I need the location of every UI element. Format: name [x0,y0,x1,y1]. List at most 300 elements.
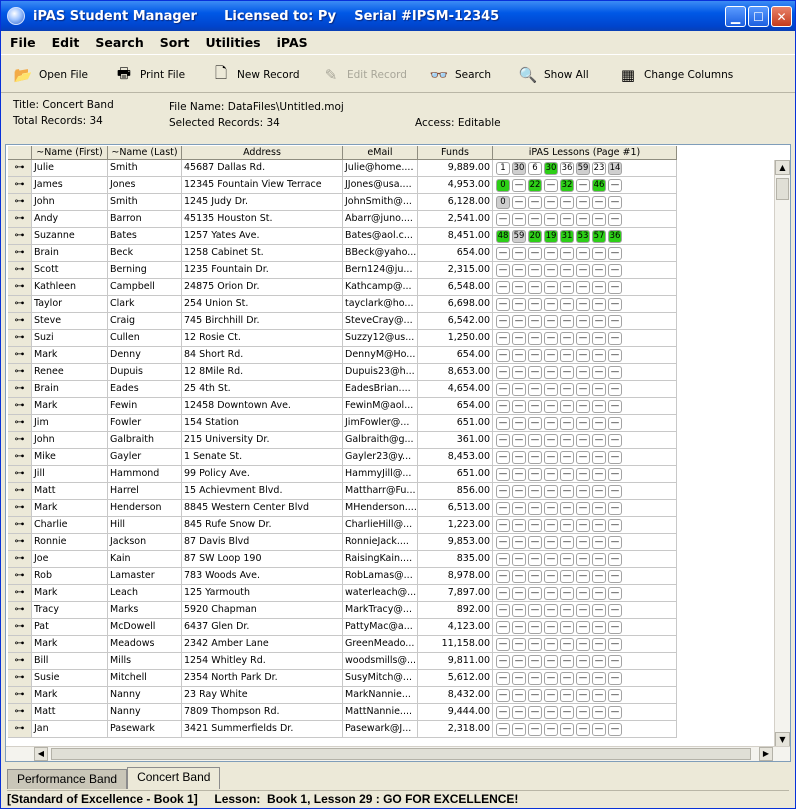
menu-edit[interactable]: Edit [51,34,80,50]
scroll-down-icon[interactable]: ▼ [775,732,790,747]
record-key-icon[interactable]: ⊶ [8,415,32,432]
cell-last-name[interactable]: Hill [108,517,182,534]
cell-first-name[interactable]: Mark [32,585,108,602]
cell-last-name[interactable]: Campbell [108,279,182,296]
cell-first-name[interactable]: John [32,194,108,211]
cell-address[interactable]: 99 Policy Ave. [182,466,343,483]
cell-email[interactable]: JohnSmith@... [343,194,418,211]
record-key-icon[interactable]: ⊶ [8,245,32,262]
table-row[interactable] [8,364,677,381]
cell-lessons[interactable] [493,228,677,245]
cell-last-name[interactable]: Nanny [108,704,182,721]
cell-address[interactable]: 7809 Thompson Rd. [182,704,343,721]
record-key-icon[interactable]: ⊶ [8,160,32,177]
cell-address[interactable]: 12345 Fountain View Terrace [182,177,343,194]
cell-funds[interactable]: 1,223.00 [418,517,493,534]
cell-last-name[interactable]: Marks [108,602,182,619]
header-funds[interactable]: Funds [418,146,493,160]
cell-address[interactable]: 12 8Mile Rd. [182,364,343,381]
cell-funds[interactable]: 892.00 [418,602,493,619]
menu-search[interactable]: Search [95,34,144,50]
cell-last-name[interactable]: Galbraith [108,432,182,449]
cell-first-name[interactable]: John [32,432,108,449]
cell-funds[interactable]: 5,612.00 [418,670,493,687]
cell-funds[interactable]: 9,444.00 [418,704,493,721]
cell-address[interactable]: 215 University Dr. [182,432,343,449]
cell-lessons[interactable] [493,568,677,585]
menu-file[interactable]: File [10,34,36,50]
cell-address[interactable]: 1257 Yates Ave. [182,228,343,245]
cell-first-name[interactable]: Renee [32,364,108,381]
scroll-thumb[interactable] [776,178,789,200]
cell-lessons[interactable] [493,551,677,568]
cell-funds[interactable]: 4,654.00 [418,381,493,398]
cell-email[interactable]: Abarr@juno.... [343,211,418,228]
table-row[interactable] [8,432,677,449]
cell-lessons[interactable] [493,330,677,347]
cell-address[interactable]: 87 SW Loop 190 [182,551,343,568]
cell-first-name[interactable]: Tracy [32,602,108,619]
table-row[interactable] [8,551,677,568]
cell-address[interactable]: 2342 Amber Lane [182,636,343,653]
cell-email[interactable]: Bates@aol.c... [343,228,418,245]
cell-funds[interactable]: 8,453.00 [418,449,493,466]
cell-funds[interactable]: 1,250.00 [418,330,493,347]
cell-last-name[interactable]: Nanny [108,687,182,704]
cell-address[interactable]: 745 Birchhill Dr. [182,313,343,330]
cell-lessons[interactable] [493,704,677,721]
cell-email[interactable]: RaisingKain.... [343,551,418,568]
cell-lessons[interactable] [493,177,677,194]
cell-lessons[interactable] [493,160,677,177]
cell-email[interactable]: FewinM@aol... [343,398,418,415]
record-key-icon[interactable]: ⊶ [8,551,32,568]
table-row[interactable] [8,194,677,211]
cell-first-name[interactable]: Steve [32,313,108,330]
record-key-icon[interactable]: ⊶ [8,517,32,534]
cell-first-name[interactable]: Ronnie [32,534,108,551]
cell-address[interactable]: 24875 Orion Dr. [182,279,343,296]
cell-lessons[interactable] [493,636,677,653]
cell-first-name[interactable]: Susie [32,670,108,687]
cell-funds[interactable]: 7,897.00 [418,585,493,602]
cell-lessons[interactable] [493,347,677,364]
tab-concert-band[interactable]: Concert Band [127,767,220,789]
table-row[interactable] [8,347,677,364]
cell-last-name[interactable]: Jackson [108,534,182,551]
cell-address[interactable]: 87 Davis Blvd [182,534,343,551]
cell-first-name[interactable]: Pat [32,619,108,636]
cell-email[interactable]: BBeck@yaho... [343,245,418,262]
table-row[interactable] [8,177,677,194]
cell-address[interactable]: 2354 North Park Dr. [182,670,343,687]
cell-funds[interactable]: 9,853.00 [418,534,493,551]
cell-address[interactable]: 1254 Whitley Rd. [182,653,343,670]
cell-last-name[interactable]: Craig [108,313,182,330]
cell-funds[interactable]: 9,811.00 [418,653,493,670]
print-file-button[interactable] [114,63,185,87]
record-key-icon[interactable]: ⊶ [8,211,32,228]
cell-lessons[interactable] [493,296,677,313]
record-key-icon[interactable]: ⊶ [8,585,32,602]
scroll-left-icon[interactable]: ◀ [34,747,48,761]
tab-performance-band[interactable]: Performance Band [7,769,127,789]
record-key-icon[interactable]: ⊶ [8,330,32,347]
header-last-name[interactable]: ~Name (Last) [108,146,182,160]
cell-address[interactable]: 1245 Judy Dr. [182,194,343,211]
table-row[interactable] [8,245,677,262]
table-row[interactable] [8,585,677,602]
cell-last-name[interactable]: Meadows [108,636,182,653]
cell-last-name[interactable]: Smith [108,160,182,177]
table-row[interactable] [8,279,677,296]
cell-lessons[interactable] [493,670,677,687]
vertical-scrollbar[interactable] [774,160,790,747]
cell-first-name[interactable]: Jan [32,721,108,738]
cell-lessons[interactable] [493,653,677,670]
cell-lessons[interactable] [493,211,677,228]
cell-email[interactable]: RonnieJack.... [343,534,418,551]
cell-lessons[interactable] [493,483,677,500]
table-row[interactable] [8,211,677,228]
table-row[interactable] [8,500,677,517]
cell-first-name[interactable]: Charlie [32,517,108,534]
cell-first-name[interactable]: Julie [32,160,108,177]
cell-first-name[interactable]: Scott [32,262,108,279]
new-record-button[interactable] [211,63,300,87]
cell-email[interactable]: HammyJill@... [343,466,418,483]
cell-funds[interactable]: 6,548.00 [418,279,493,296]
table-row[interactable] [8,228,677,245]
record-key-icon[interactable]: ⊶ [8,636,32,653]
cell-last-name[interactable]: Fowler [108,415,182,432]
record-key-icon[interactable]: ⊶ [8,347,32,364]
cell-first-name[interactable]: Mark [32,687,108,704]
cell-last-name[interactable]: Beck [108,245,182,262]
cell-lessons[interactable] [493,313,677,330]
cell-lessons[interactable] [493,619,677,636]
cell-last-name[interactable]: Barron [108,211,182,228]
cell-email[interactable]: Bern124@ju... [343,262,418,279]
cell-address[interactable]: 6437 Glen Dr. [182,619,343,636]
cell-first-name[interactable]: Mark [32,398,108,415]
cell-email[interactable]: waterleach@... [343,585,418,602]
cell-lessons[interactable] [493,500,677,517]
show-all-button[interactable] [518,63,589,87]
cell-last-name[interactable]: McDowell [108,619,182,636]
table-row[interactable] [8,381,677,398]
table-row[interactable] [8,704,677,721]
cell-funds[interactable]: 651.00 [418,466,493,483]
cell-email[interactable]: JJones@usa.... [343,177,418,194]
cell-last-name[interactable]: Harrel [108,483,182,500]
cell-first-name[interactable]: Suzi [32,330,108,347]
record-key-icon[interactable]: ⊶ [8,568,32,585]
record-key-icon[interactable]: ⊶ [8,500,32,517]
cell-email[interactable]: Suzzy12@us... [343,330,418,347]
cell-funds[interactable]: 2,315.00 [418,262,493,279]
cell-funds[interactable]: 9,889.00 [418,160,493,177]
cell-lessons[interactable] [493,602,677,619]
table-row[interactable] [8,534,677,551]
table-row[interactable] [8,296,677,313]
cell-address[interactable]: 125 Yarmouth [182,585,343,602]
table-row[interactable] [8,721,677,738]
cell-first-name[interactable]: Mark [32,636,108,653]
cell-lessons[interactable] [493,687,677,704]
cell-last-name[interactable]: Clark [108,296,182,313]
cell-address[interactable]: 5920 Chapman [182,602,343,619]
cell-last-name[interactable]: Smith [108,194,182,211]
cell-address[interactable]: 1258 Cabinet St. [182,245,343,262]
table-row[interactable] [8,398,677,415]
cell-last-name[interactable]: Henderson [108,500,182,517]
cell-email[interactable]: SusyMitch@... [343,670,418,687]
record-key-icon[interactable]: ⊶ [8,398,32,415]
record-key-icon[interactable]: ⊶ [8,194,32,211]
scroll-right-icon[interactable]: ▶ [759,747,773,761]
cell-address[interactable]: 8845 Western Center Blvd [182,500,343,517]
cell-funds[interactable]: 835.00 [418,551,493,568]
header-first-name[interactable]: ~Name (First) [32,146,108,160]
cell-last-name[interactable]: Berning [108,262,182,279]
cell-address[interactable]: 3421 Summerfields Dr. [182,721,343,738]
cell-email[interactable]: Dupuis23@h... [343,364,418,381]
cell-email[interactable]: PattyMac@a... [343,619,418,636]
menu-ipas[interactable]: iPAS [276,34,308,50]
cell-first-name[interactable]: Matt [32,483,108,500]
cell-last-name[interactable]: Hammond [108,466,182,483]
cell-email[interactable]: Galbraith@g... [343,432,418,449]
maximize-button[interactable] [748,6,769,27]
cell-funds[interactable]: 6,128.00 [418,194,493,211]
cell-last-name[interactable]: Pasewark [108,721,182,738]
cell-email[interactable]: Mattharr@Fu... [343,483,418,500]
cell-lessons[interactable] [493,585,677,602]
cell-email[interactable]: MarkTracy@... [343,602,418,619]
table-row[interactable] [8,619,677,636]
table-row[interactable] [8,466,677,483]
cell-email[interactable]: Gayler23@y... [343,449,418,466]
cell-lessons[interactable] [493,432,677,449]
close-button[interactable] [771,6,792,27]
cell-funds[interactable]: 651.00 [418,415,493,432]
record-key-icon[interactable]: ⊶ [8,687,32,704]
cell-lessons[interactable] [493,721,677,738]
cell-first-name[interactable]: Andy [32,211,108,228]
cell-address[interactable]: 12 Rosie Ct. [182,330,343,347]
menu-sort[interactable]: Sort [159,34,190,50]
horizontal-scrollbar[interactable] [6,746,790,761]
record-key-icon[interactable]: ⊶ [8,432,32,449]
cell-lessons[interactable] [493,194,677,211]
cell-address[interactable]: 45687 Dallas Rd. [182,160,343,177]
cell-last-name[interactable]: Leach [108,585,182,602]
table-row[interactable] [8,670,677,687]
record-key-icon[interactable]: ⊶ [8,466,32,483]
cell-lessons[interactable] [493,517,677,534]
cell-first-name[interactable]: Jim [32,415,108,432]
hscroll-thumb[interactable] [51,748,751,760]
table-row[interactable] [8,313,677,330]
record-key-icon[interactable]: ⊶ [8,449,32,466]
table-row[interactable] [8,568,677,585]
cell-last-name[interactable]: Denny [108,347,182,364]
cell-first-name[interactable]: Matt [32,704,108,721]
cell-first-name[interactable]: Taylor [32,296,108,313]
cell-funds[interactable]: 654.00 [418,398,493,415]
cell-first-name[interactable]: Kathleen [32,279,108,296]
cell-funds[interactable]: 6,513.00 [418,500,493,517]
table-row[interactable] [8,517,677,534]
cell-first-name[interactable]: Mike [32,449,108,466]
cell-lessons[interactable] [493,364,677,381]
cell-last-name[interactable]: Lamaster [108,568,182,585]
cell-last-name[interactable]: Dupuis [108,364,182,381]
cell-address[interactable]: 45135 Houston St. [182,211,343,228]
record-key-icon[interactable]: ⊶ [8,534,32,551]
record-key-icon[interactable]: ⊶ [8,670,32,687]
table-row[interactable] [8,602,677,619]
table-row[interactable] [8,483,677,500]
cell-email[interactable]: MHenderson.... [343,500,418,517]
record-key-icon[interactable]: ⊶ [8,279,32,296]
cell-address[interactable]: 84 Short Rd. [182,347,343,364]
cell-last-name[interactable]: Fewin [108,398,182,415]
cell-email[interactable]: JimFowler@... [343,415,418,432]
record-key-icon[interactable]: ⊶ [8,228,32,245]
cell-address[interactable]: 23 Ray White [182,687,343,704]
title-bar[interactable] [1,1,795,31]
table-row[interactable] [8,636,677,653]
cell-address[interactable]: 783 Woods Ave. [182,568,343,585]
cell-last-name[interactable]: Eades [108,381,182,398]
header-email[interactable]: eMail [343,146,418,160]
table-row[interactable] [8,687,677,704]
cell-address[interactable]: 12458 Downtown Ave. [182,398,343,415]
cell-email[interactable]: Kathcamp@... [343,279,418,296]
cell-lessons[interactable] [493,398,677,415]
cell-funds[interactable]: 654.00 [418,347,493,364]
cell-email[interactable]: GreenMeado... [343,636,418,653]
cell-first-name[interactable]: Joe [32,551,108,568]
header-address[interactable]: Address [182,146,343,160]
edit-record-button[interactable] [321,63,407,87]
cell-first-name[interactable]: Bill [32,653,108,670]
cell-lessons[interactable] [493,466,677,483]
cell-address[interactable]: 845 Rufe Snow Dr. [182,517,343,534]
cell-lessons[interactable] [493,534,677,551]
record-key-icon[interactable]: ⊶ [8,721,32,738]
cell-first-name[interactable]: Mark [32,500,108,517]
record-key-icon[interactable]: ⊶ [8,602,32,619]
cell-first-name[interactable]: Mark [32,347,108,364]
cell-last-name[interactable]: Mitchell [108,670,182,687]
cell-funds[interactable]: 8,451.00 [418,228,493,245]
cell-last-name[interactable]: Cullen [108,330,182,347]
scroll-up-icon[interactable]: ▲ [775,160,790,175]
record-key-icon[interactable]: ⊶ [8,483,32,500]
cell-email[interactable]: Pasewark@J... [343,721,418,738]
table-row[interactable] [8,653,677,670]
cell-funds[interactable]: 856.00 [418,483,493,500]
cell-email[interactable]: RobLamas@... [343,568,418,585]
cell-lessons[interactable] [493,262,677,279]
cell-lessons[interactable] [493,381,677,398]
table-row[interactable] [8,449,677,466]
cell-first-name[interactable]: Jill [32,466,108,483]
cell-funds[interactable]: 8,432.00 [418,687,493,704]
cell-last-name[interactable]: Mills [108,653,182,670]
table-row[interactable] [8,160,677,177]
record-key-icon[interactable]: ⊶ [8,653,32,670]
record-key-icon[interactable]: ⊶ [8,177,32,194]
cell-funds[interactable]: 4,123.00 [418,619,493,636]
cell-email[interactable]: MattNannie.... [343,704,418,721]
cell-email[interactable]: MarkNannie... [343,687,418,704]
change-columns-button[interactable] [618,63,733,87]
cell-first-name[interactable]: Brain [32,245,108,262]
cell-funds[interactable]: 2,541.00 [418,211,493,228]
cell-lessons[interactable] [493,279,677,296]
cell-address[interactable]: 254 Union St. [182,296,343,313]
cell-lessons[interactable] [493,415,677,432]
cell-lessons[interactable] [493,449,677,466]
cell-email[interactable]: CharlieHill@... [343,517,418,534]
cell-last-name[interactable]: Bates [108,228,182,245]
cell-address[interactable]: 1 Senate St. [182,449,343,466]
record-key-icon[interactable]: ⊶ [8,262,32,279]
cell-last-name[interactable]: Gayler [108,449,182,466]
search-button[interactable] [429,63,491,87]
record-key-icon[interactable]: ⊶ [8,381,32,398]
cell-email[interactable]: EadesBrian.... [343,381,418,398]
cell-funds[interactable]: 8,653.00 [418,364,493,381]
open-file-button[interactable] [13,63,88,87]
header-ipas-lessons[interactable]: iPAS Lessons (Page #1) [493,146,677,160]
record-key-icon[interactable]: ⊶ [8,704,32,721]
record-key-icon[interactable]: ⊶ [8,364,32,381]
cell-address[interactable]: 25 4th St. [182,381,343,398]
cell-address[interactable]: 1235 Fountain Dr. [182,262,343,279]
cell-last-name[interactable]: Jones [108,177,182,194]
cell-first-name[interactable]: Rob [32,568,108,585]
cell-funds[interactable]: 361.00 [418,432,493,449]
cell-funds[interactable]: 8,978.00 [418,568,493,585]
cell-funds[interactable]: 6,698.00 [418,296,493,313]
record-key-icon[interactable]: ⊶ [8,313,32,330]
cell-funds[interactable]: 4,953.00 [418,177,493,194]
cell-email[interactable]: SteveCray@... [343,313,418,330]
cell-lessons[interactable] [493,245,677,262]
cell-first-name[interactable]: Suzanne [32,228,108,245]
cell-first-name[interactable]: James [32,177,108,194]
cell-first-name[interactable]: Brain [32,381,108,398]
cell-email[interactable]: tayclark@ho... [343,296,418,313]
cell-email[interactable]: woodsmills@... [343,653,418,670]
cell-funds[interactable]: 2,318.00 [418,721,493,738]
table-row[interactable] [8,415,677,432]
cell-last-name[interactable]: Kain [108,551,182,568]
record-key-icon[interactable]: ⊶ [8,296,32,313]
table-row[interactable] [8,262,677,279]
cell-funds[interactable]: 6,542.00 [418,313,493,330]
cell-funds[interactable]: 654.00 [418,245,493,262]
cell-address[interactable]: 154 Station [182,415,343,432]
minimize-button[interactable] [725,6,746,27]
cell-funds[interactable]: 11,158.00 [418,636,493,653]
record-key-icon[interactable]: ⊶ [8,619,32,636]
